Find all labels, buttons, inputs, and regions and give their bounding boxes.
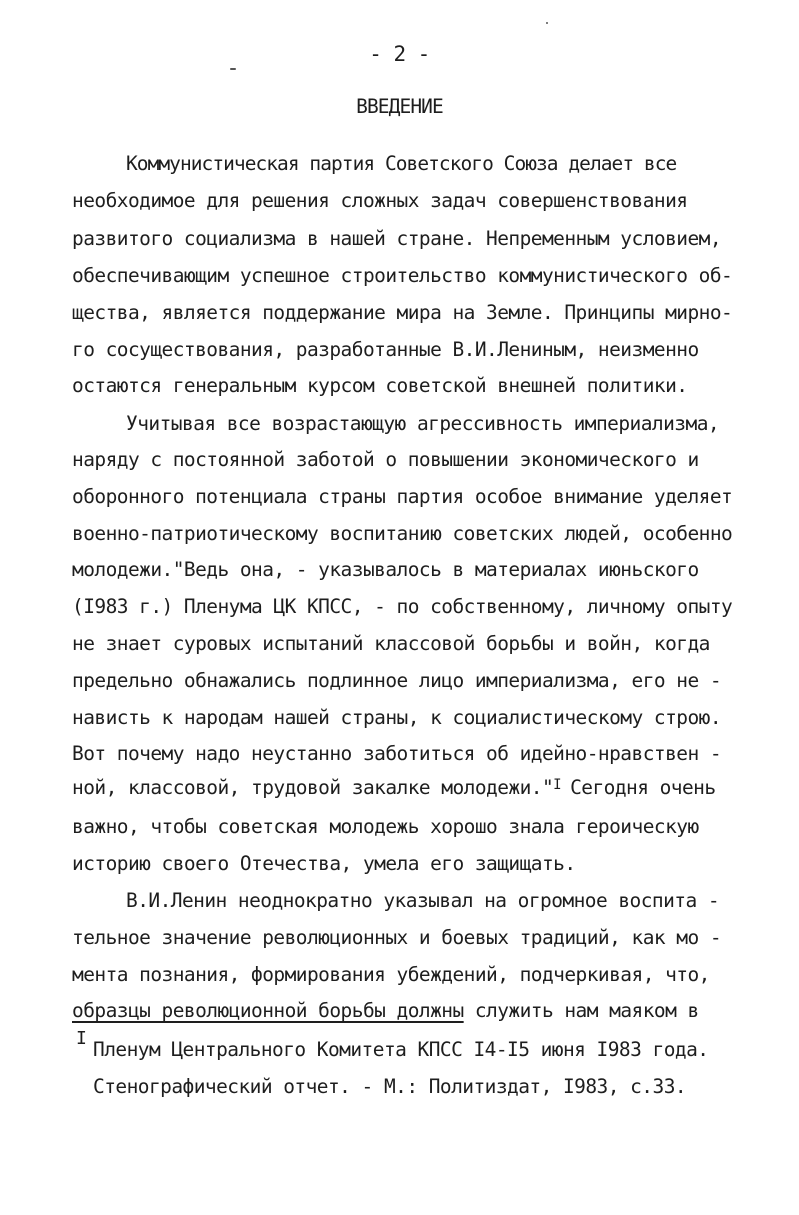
- text-line: [72, 999, 699, 1023]
- text-line: тельное значение революционных и боевых традиций, как мо -: [72, 926, 722, 949]
- footnote-line-1: Пленум Центрального Комитета КПСС I4-I5 июня I983 года.: [93, 1038, 709, 1061]
- text-line: мента познания, формирования убеждений, подчеркивая, что,: [72, 963, 710, 986]
- text-segment: ной, классовой, трудовой закалке молодежи.": [72, 776, 554, 799]
- text-line: остаются генеральным курсом советской внешней политики.: [72, 374, 688, 397]
- text-line: щества, является поддержание мира на Земле. Принципы мирно-: [72, 301, 733, 324]
- text-line: военно-патриотическому воспитанию советских людей, особенно: [72, 522, 733, 545]
- text-line: наряду с постоянной заботой о повышении экономического и: [72, 448, 699, 471]
- text-line: Учитывая все возрастающую агрессивность империализма,: [126, 412, 720, 435]
- text-line: важно, чтобы советская молодежь хорошо знала героическую: [72, 815, 699, 838]
- text-segment: служить нам маяком в: [463, 999, 699, 1022]
- text-line: [72, 776, 716, 800]
- footnote-marker: I: [76, 1028, 87, 1049]
- text-line: молодежи."Ведь она, - указывалось в материалах июньского: [72, 558, 699, 581]
- text-line: В.И.Ленин неоднократно указывал на огромное воспита -: [126, 889, 720, 912]
- section-heading: ВВЕДЕНИЕ: [356, 95, 443, 118]
- text-line: (I983 г.) Пленума ЦК КПСС, - по собственному, личному опыту: [72, 595, 733, 618]
- text-line: го сосуществования, разработанные В.И.Лениным, неизменно: [72, 338, 699, 361]
- text-line: Коммунистическая партия Советского Союза делает все: [126, 152, 677, 175]
- text-line: развитого социализма в нашей стране. Непременным условием,: [72, 227, 722, 250]
- text-line: Вот почему надо неустанно заботиться об идейно-нравствен -: [72, 742, 722, 765]
- footnote-reference: I: [553, 777, 562, 793]
- text-segment: Сегодня очень: [570, 776, 716, 799]
- text-line: нависть к народам нашей страны, к социалистическому строю.: [72, 706, 722, 729]
- text-line: предельно обнажались подлинное лицо империализма, его не -: [72, 669, 722, 692]
- text-line: необходимое для решения сложных задач совершенствования: [72, 189, 688, 212]
- text-line: обеспечивающим успешное строительство коммунистического об-: [72, 264, 733, 287]
- underlined-text: образцы революционной борьбы должны: [72, 999, 464, 1022]
- page-number: - 2 -: [369, 42, 430, 66]
- scan-speck: [546, 22, 548, 24]
- text-line: историю своего Отечества, умела его защищать.: [72, 852, 576, 875]
- scan-speck: [230, 68, 236, 70]
- text-line: оборонного потенциала страны партия особое внимание уделяет: [72, 485, 733, 508]
- footnote-line-2: Стенографический отчет. - М.: Политиздат, I983, с.33.: [93, 1075, 687, 1098]
- text-line: не знает суровых испытаний классовой борьбы и войн, когда: [72, 632, 710, 655]
